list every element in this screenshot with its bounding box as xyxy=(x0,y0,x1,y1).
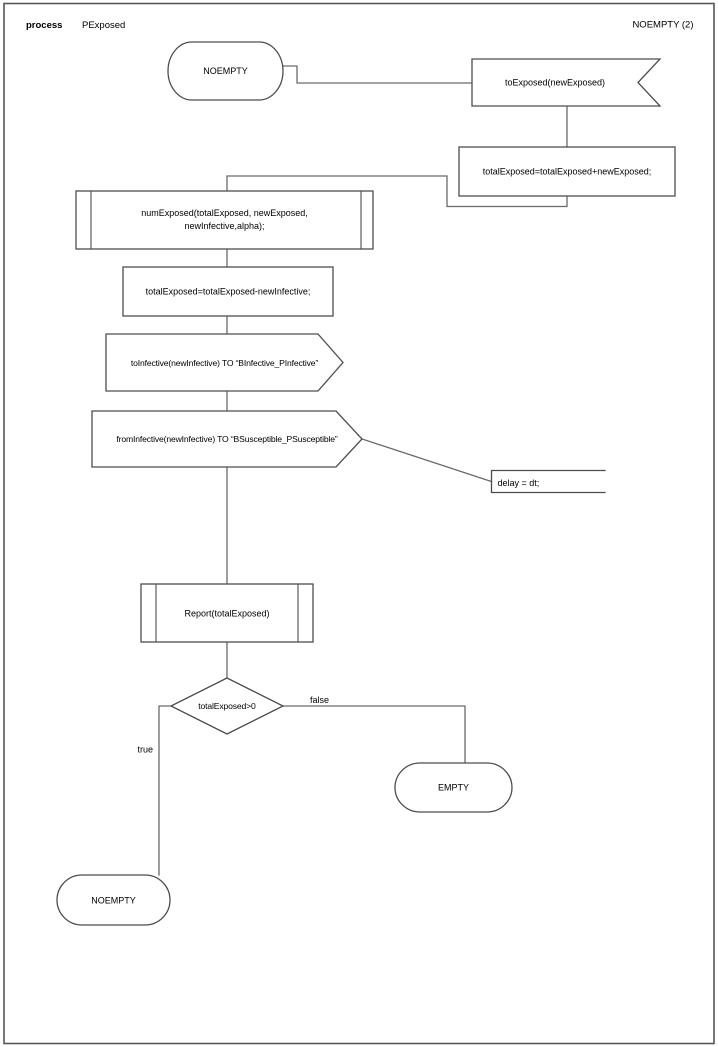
connector-true-branch xyxy=(159,706,171,875)
state-start-noempty-label: NOEMPTY xyxy=(203,66,248,76)
task-subtract-infective-label: totalExposed=totalExposed-newInfective; xyxy=(145,286,311,297)
process-keyword-label: process xyxy=(26,20,63,31)
output-frominfective-label: fromInfective(newInfective) TO “BSusceptible_PSusceptible” xyxy=(116,434,338,444)
connector-start-to-input xyxy=(283,66,472,83)
page-indicator-label: NOEMPTY (2) xyxy=(632,19,694,31)
connector-output2-to-comment xyxy=(362,439,492,482)
process-name-label: PExposed xyxy=(82,20,126,31)
procedure-report-label: Report(totalExposed) xyxy=(184,608,270,619)
task-add-exposed-label: totalExposed=totalExposed+newExposed; xyxy=(482,166,652,177)
output-toinfective-label: toInfective(newInfective) TO “BInfective_PInfective” xyxy=(130,358,319,368)
procedure-numexposed-label-line2: newInfective,alpha); xyxy=(184,221,265,231)
procedure-numexposed xyxy=(76,191,373,249)
branch-true-label: true xyxy=(137,744,153,755)
state-empty-label: EMPTY xyxy=(437,782,470,793)
connector-false-branch xyxy=(283,706,465,763)
procedure-numexposed-label-line1: numExposed(totalExposed, newExposed, xyxy=(141,208,308,218)
state-end-noempty-label: NOEMPTY xyxy=(91,895,136,906)
procedure-report xyxy=(141,584,313,642)
branch-false-label: false xyxy=(310,695,330,705)
procedure-numexposed-box xyxy=(76,191,373,249)
decision-totalexposed-label: totalExposed>0 xyxy=(198,701,256,711)
comment-delay-label: delay = dt; xyxy=(497,478,540,488)
input-toexposed-label: toExposed(newExposed) xyxy=(504,77,606,88)
